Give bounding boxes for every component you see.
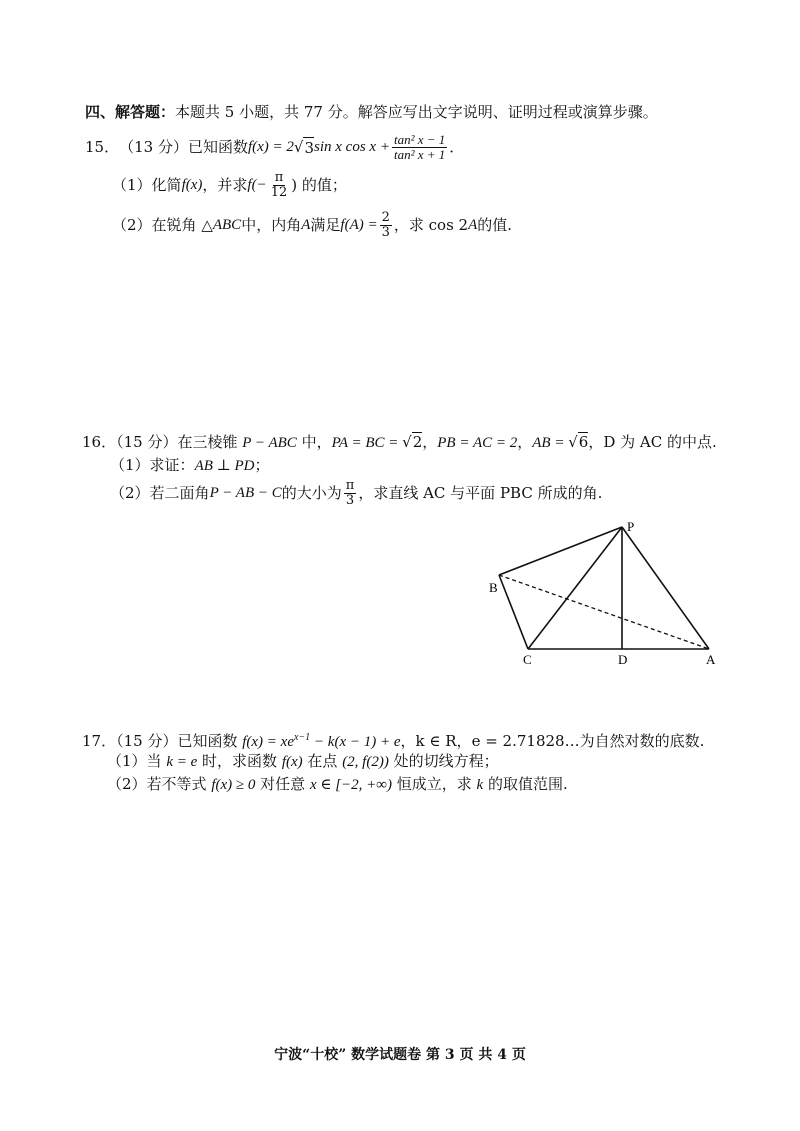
q15-frac-den: tan² x + 1 — [393, 146, 446, 162]
edge-BC — [499, 575, 528, 649]
q17-k-in-r: ，k ∈ R， — [400, 732, 472, 750]
q15-p1-den: 12 — [270, 184, 288, 200]
q15-stem: 15． （13 分） 已知函数 f(x) = 2 √ 3 sin x cos x + $\frac{\text{tan² x − 1}}{\text{tan² x + 1}}$ ． — [85, 131, 465, 162]
q15-p2-A: A — [301, 217, 311, 233]
edge-PA — [622, 527, 709, 649]
q15-frac-num: tan² x − 1 — [393, 131, 446, 147]
q16-score: （15 分） — [116, 433, 178, 451]
q16-p2-den: 3 — [345, 492, 355, 508]
q17-p2-c: 恒成立，求 — [391, 775, 477, 793]
label-A: A — [706, 652, 716, 667]
q17-func: f(x) = xe — [242, 734, 294, 750]
label-B: B — [489, 580, 498, 595]
q15-p2-e: 的值. — [477, 216, 513, 234]
q15-p1-fx: f(x) — [181, 177, 203, 193]
q17-p2-ineq: f(x) ≥ 0 — [211, 777, 256, 793]
section-heading: 四、解答题： — [85, 103, 176, 121]
q15-p2-d: ，求 cos 2 — [393, 216, 469, 234]
section-heading-line — [85, 102, 658, 122]
q16-p2-expr: P − AB − C — [209, 485, 282, 501]
q16-pa-bc: PA = BC = — [331, 435, 403, 451]
edge-BA-dashed — [499, 575, 709, 649]
q15-p1-label: （1） — [112, 176, 152, 194]
q15-p1-num: π — [274, 169, 284, 185]
page-footer: 宁波“十校” 数学试题卷 第 3 页 共 4 页 — [274, 1047, 526, 1063]
label-D: D — [618, 652, 628, 667]
q15-p2-num: 2 — [381, 209, 390, 225]
q15-part2 — [112, 208, 512, 242]
q17-score: （15 分） — [116, 732, 178, 750]
q15-p2-den: 3 — [381, 224, 390, 240]
q16-number: 16． — [82, 433, 117, 451]
q17-p1-fx: f(x) — [281, 754, 303, 770]
q16-d-text: ，D 为 AC 的中点. — [588, 433, 717, 451]
q16-stem-pabc: P − ABC — [242, 435, 297, 451]
q16-p2-a: 若二面角 — [149, 484, 210, 502]
q17-p1-b: 时，求函数 — [197, 752, 282, 770]
q16-p2-label: （2） — [110, 484, 150, 502]
q16-ab: AB = — [532, 435, 569, 451]
q15-p2-b: 中，内角 — [241, 216, 302, 234]
q17-p2-b: 对任意 — [255, 775, 310, 793]
q16-p2-fraction — [344, 479, 357, 508]
q15-func-lhs: f(x) = 2 — [247, 139, 294, 155]
q17-p1-label: （1） — [107, 752, 147, 770]
label-C: C — [523, 652, 532, 667]
q17-p1-a: 当 — [146, 752, 167, 770]
q15-p1-f: f(− — [247, 177, 267, 193]
label-P: P — [627, 519, 635, 534]
q17-p2-k: k — [476, 777, 484, 793]
q16-p1-b: ； — [254, 456, 270, 474]
q17-p2-dom: x ∈ [−2, +∞) — [309, 777, 392, 793]
q15-score: （13 分） — [119, 138, 188, 156]
q16-p2-c: ，求直线 AC 与平面 PBC 所成的角. — [358, 484, 603, 502]
q15-p1-b: ，并求 — [202, 176, 248, 194]
q16-p1-a: 求证： — [149, 456, 195, 474]
q16-p1-expr: AB ⊥ PD — [194, 458, 255, 474]
q17-p1-k: k = e — [166, 754, 198, 770]
q16-sqrt6: 6 — [578, 433, 589, 451]
q15-fraction — [392, 133, 447, 162]
q16-pb-ac: PB = AC = 2 — [437, 435, 518, 451]
q15-p2-abc: ABC — [212, 217, 242, 233]
section-desc: 本题共 5 小题，共 77 分。解答应写出文字说明、证明过程或演算步骤。 — [175, 103, 658, 121]
q15-sqrt3: 3 — [304, 138, 315, 157]
q15-p2-fA: f(A) = — [340, 217, 378, 233]
q17-number: 17． — [82, 732, 117, 750]
q15-stem-prefix: 已知函数 — [187, 138, 248, 156]
q16-stem-b: 中， — [296, 433, 332, 451]
q15-p2-A2: A — [468, 217, 478, 233]
q17-p2-a: 若不等式 — [146, 775, 212, 793]
q15-p2-a: 在锐角 △ — [151, 216, 213, 234]
q15-p1-a: 化简 — [151, 176, 182, 194]
q15-p1-fraction — [269, 171, 290, 200]
q17-stem-end: 为自然对数的底数. — [579, 732, 705, 750]
q17-stem-a: 已知函数 — [177, 732, 243, 750]
q16-figure — [480, 515, 730, 675]
q16-p2-b: 的大小为 — [281, 484, 342, 502]
q17-stem — [82, 728, 704, 752]
q15-p2-fraction — [380, 211, 392, 240]
q16-sqrt2: 2 — [412, 433, 423, 451]
q16-part1 — [110, 455, 270, 476]
q17-exp: x−1 — [294, 732, 311, 743]
q17-p2-label: （2） — [107, 775, 147, 793]
q17-p2-d: 的取值范围. — [483, 775, 568, 793]
q15-p2-c: 满足 — [310, 216, 341, 234]
q16-p1-label: （1） — [110, 456, 150, 474]
q17-p1-d: 处的切线方程； — [388, 752, 499, 770]
q17-p1-c: 在点 — [302, 752, 343, 770]
q17-p1-pt: (2, f(2)) — [342, 754, 389, 770]
q17-part1 — [107, 751, 499, 772]
q16-p2-num: π — [345, 477, 355, 493]
q15-number: 15． — [85, 138, 120, 156]
q15-p2-label: （2） — [112, 216, 152, 234]
q15-part1 — [112, 168, 347, 202]
q16-stem: 16．（15 分）在三棱锥 P − ABC 中，PA = BC = √2，PB = AC = 2，AB = √6，D 为 AC 的中点. — [82, 433, 717, 451]
q15-p1-c: ) 的值； — [291, 176, 347, 194]
q15-stem-end: ． — [449, 138, 465, 156]
q17-part2 — [107, 774, 568, 795]
q15-func-mid: sin x cos x + — [314, 139, 390, 155]
q16-stem-a: 在三棱锥 — [177, 433, 243, 451]
q17-e-val: e = 2.71828… — [471, 732, 580, 750]
q17-func-b: − k(x − 1) + e — [310, 734, 401, 750]
q16-part2 — [110, 476, 602, 510]
